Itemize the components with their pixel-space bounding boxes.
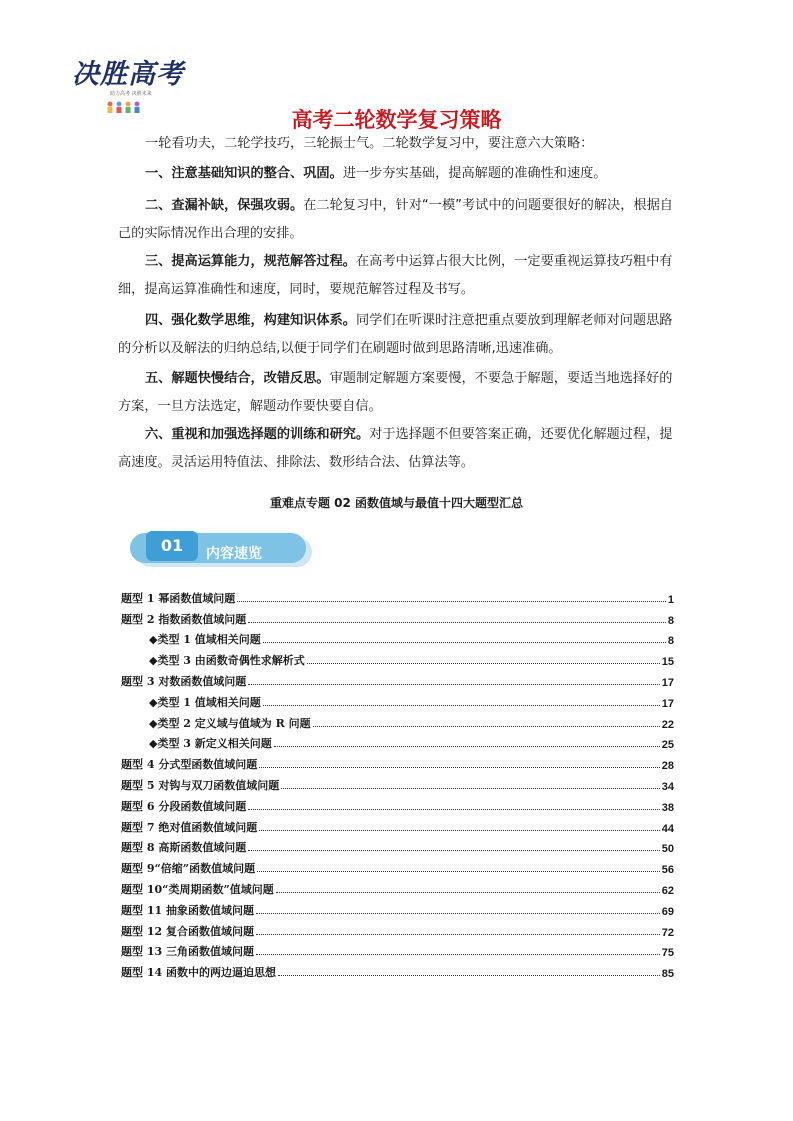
toc-entry-label: 题型 9“倍缩”函数值域问题 [121, 862, 256, 876]
toc-entry-label: 题型 13 三角函数值域问题 [121, 945, 254, 959]
toc-leader-dots [259, 767, 659, 768]
toc-entry-label: 题型 1 幂函数值域问题 [121, 591, 236, 605]
toc-entry-page: 50 [661, 843, 674, 856]
toc-entry[interactable] [121, 772, 674, 793]
table-of-contents [121, 585, 674, 980]
toc-entry[interactable] [121, 793, 674, 814]
logo-text: 决胜高考 [72, 59, 184, 90]
toc-entry[interactable] [121, 585, 674, 606]
toc-entry-label: 题型 6 分段函数值域问题 [121, 799, 247, 813]
toc-entry-page: 8 [667, 614, 674, 627]
toc-leader-dots [263, 705, 660, 706]
toc-leader-dots [248, 809, 659, 810]
toc-entry-page: 17 [661, 697, 674, 710]
toc-entry[interactable] [121, 606, 674, 627]
toc-entry-page: 1 [667, 593, 674, 606]
toc-leader-dots [256, 954, 660, 955]
intro-paragraph: 一轮看功夫，二轮学技巧，三轮振士气。二轮数学复习中，要注意六大策略： [145, 136, 594, 151]
toc-entry[interactable] [121, 751, 674, 772]
toc-entry[interactable] [121, 939, 674, 960]
section-number: 01 [160, 536, 184, 555]
toc-leader-dots [276, 892, 660, 893]
toc-entry-label: 题型 10“类周期函数”值域问题 [121, 882, 274, 896]
page-title: 高考二轮数学复习策略 [291, 108, 502, 132]
toc-entry-label: 题型 3 对数函数值域问题 [121, 674, 247, 688]
toc-leader-dots [257, 871, 660, 872]
toc-entry[interactable] [121, 647, 674, 668]
topic-subtitle: 重难点专题 02 函数值域与最值十四大题型汇总 [269, 496, 524, 510]
toc-entry-page: 15 [661, 656, 674, 669]
toc-leader-dots [278, 975, 660, 976]
toc-leader-dots [248, 684, 659, 685]
toc-entry-page: 85 [661, 968, 674, 981]
toc-entry-page: 34 [661, 780, 674, 793]
toc-entry-label: ◆类型 2 定义域与值域为 R 问题 [149, 716, 311, 730]
toc-entry-page: 56 [661, 864, 674, 877]
toc-leader-dots [248, 850, 659, 851]
toc-entry-page: 38 [661, 801, 674, 814]
strategy-paragraph-4: 四、强化数学思维，构建知识体系。同学们在听课时注意把重点要放到理解老师对问题思路的分析以及解法的归纳总结,以便于同学们在刷题时做到思路清晰,迅速准确。 [118, 313, 673, 356]
toc-entry[interactable] [121, 918, 674, 939]
strategy-paragraph-6: 六、重视和加强选择题的训练和研究。对于选择题不但要答案正确，还要优化解题过程，提高速度。灵活运用特值法、排除法、数形结合法、估算法等。 [118, 427, 673, 470]
toc-entry[interactable] [121, 710, 674, 731]
strategy-paragraph-2: 二、查漏补缺，保强攻弱。在二轮复习中，针对“一模”考试中的问题要很好的解决，根据自己的实际情况作出合理的安排。 [118, 198, 673, 241]
toc-leader-dots [248, 622, 666, 623]
toc-entry-label: 题型 5 对钩与双刀函数值域问题 [121, 778, 280, 792]
strategy-paragraph-1: 一、注意基础知识的整合、巩固。进一步夯实基础，提高解题的准确性和速度。 [145, 166, 607, 181]
toc-entry-label: ◆类型 1 值域相关问题 [149, 633, 261, 647]
toc-leader-dots [313, 726, 660, 727]
section-label: 内容速览 [206, 546, 262, 562]
strategy-paragraph-3: 三、提高运算能力，规范解答过程。在高考中运算占很大比例，一定要重视运算技巧粗中有细，提高运算准确性和速度，同时，要规范解答过程及书写。 [118, 254, 673, 297]
toc-entry[interactable] [121, 855, 674, 876]
toc-entry-page: 17 [661, 676, 674, 689]
toc-entry-label: ◆类型 1 值域相关问题 [149, 695, 261, 709]
toc-entry-page: 28 [661, 760, 674, 773]
toc-entry-page: 44 [661, 822, 674, 835]
toc-leader-dots [281, 788, 659, 789]
toc-entry-page: 75 [661, 947, 674, 960]
toc-entry[interactable] [121, 876, 674, 897]
toc-leader-dots [307, 663, 660, 664]
toc-entry-label: 题型 8 高斯函数值域问题 [121, 841, 247, 855]
toc-entry[interactable] [121, 959, 674, 980]
toc-entry[interactable] [121, 897, 674, 918]
toc-entry[interactable] [121, 835, 674, 856]
toc-entry-label: 题型 4 分式型函数值域问题 [121, 758, 258, 772]
toc-entry-page: 72 [661, 926, 674, 939]
toc-leader-dots [263, 642, 666, 643]
logo-tagline: 助力高考 决胜未来 [110, 91, 152, 97]
toc-entry[interactable] [121, 689, 674, 710]
toc-entry[interactable] [121, 668, 674, 689]
toc-entry-label: 题型 14 函数中的两边逼迫思想 [121, 966, 276, 980]
toc-entry-page: 8 [667, 635, 674, 648]
toc-leader-dots [274, 746, 660, 747]
toc-entry-page: 25 [661, 739, 674, 752]
toc-entry[interactable] [121, 627, 674, 648]
toc-entry-label: 题型 2 指数函数值域问题 [121, 612, 247, 626]
toc-leader-dots [256, 934, 660, 935]
toc-entry[interactable] [121, 814, 674, 835]
toc-leader-dots [259, 830, 659, 831]
toc-entry-page: 62 [661, 884, 674, 897]
toc-entry-label: ◆类型 3 新定义相关问题 [149, 737, 272, 751]
toc-entry-page: 22 [661, 718, 674, 731]
toc-leader-dots [237, 601, 666, 602]
strategy-paragraph-5: 五、解题快慢结合，改错反思。审题制定解题方案要慢，不要急于解题，要适当地选择好的方案，一旦方法选定，解题动作要快要自信。 [118, 371, 673, 414]
toc-entry-label: ◆类型 3 由函数奇偶性求解析式 [149, 654, 305, 668]
toc-entry-label: 题型 7 绝对值函数值域问题 [121, 820, 258, 834]
toc-entry-label: 题型 12 复合函数值域问题 [121, 924, 254, 938]
toc-entry-page: 69 [661, 905, 674, 918]
toc-leader-dots [256, 913, 660, 914]
toc-entry[interactable] [121, 731, 674, 752]
toc-entry-label: 题型 11 抽象函数值域问题 [121, 903, 254, 917]
